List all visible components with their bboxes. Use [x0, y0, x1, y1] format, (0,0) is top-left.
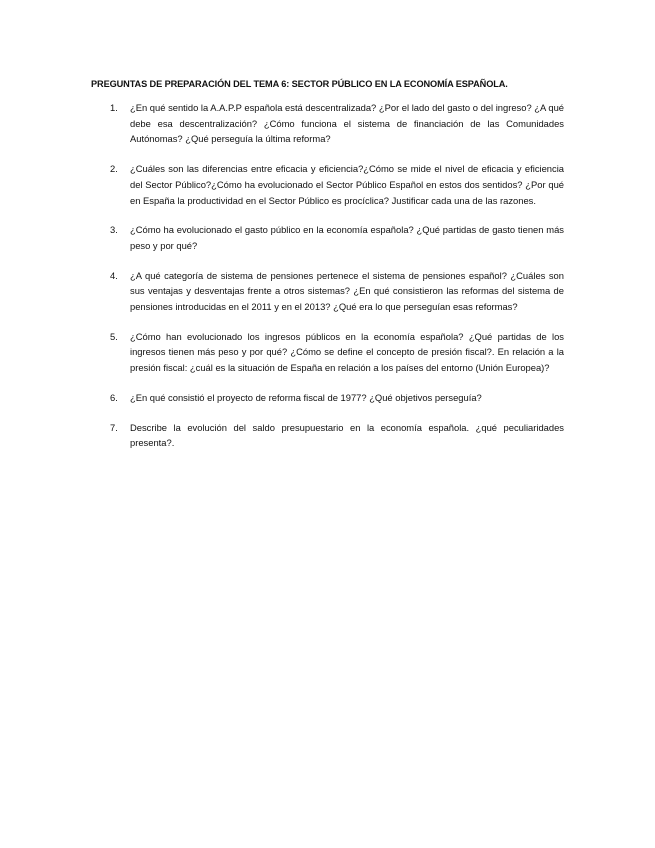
question-list [106, 100, 564, 451]
question-number: 4. [110, 269, 118, 281]
question-number: 2. [110, 163, 118, 175]
document-title: PREGUNTAS DE PREPARACIÓN DEL TEMA 6: SECTOR PÚBLICO EN LA ECONOMÍA ESPAÑOLA. [91, 79, 508, 89]
question-item-5 [106, 329, 564, 376]
question-number: 1. [110, 102, 118, 113]
question-text: Describe la evolución del saldo presupuestario en la economía española. ¿qué peculiaridades presenta?. [130, 421, 564, 449]
question-item-7 [106, 420, 564, 451]
question-text: ¿En qué consistió el proyecto de reforma fiscal de 1977? ¿Qué objetivos perseguía? [130, 391, 482, 403]
question-item-1 [106, 100, 564, 147]
question-text: ¿Cómo han evolucionado los ingresos públicos en la economía española? ¿Qué partidas de los ingresos tienen más peso y por qué? ¿Cómo se define el concepto de presión fiscal?. En relación a la presión fiscal: ¿cuál es la situación de España en relación a los países del entorno (Unión Europea)? [130, 330, 564, 374]
question-number: 6. [110, 391, 118, 403]
question-number: 3. [110, 224, 118, 236]
question-text: ¿A qué categoría de sistema de pensiones pertenece el sistema de pensiones español? ¿Cuáles son sus ventajas y desventajas frente a otros sistemas? ¿En qué consistieron las reformas del sistema de pensiones introducidas en el 2011 y en el 2013? ¿Qué era lo que perseguían esas reformas? [130, 269, 564, 313]
question-item-3 [106, 222, 564, 253]
question-text: ¿Cuáles son las diferencias entre eficacia y eficiencia?¿Cómo se mide el nivel de eficacia y eficiencia del Sector Público?¿Cómo ha evolucionado el Sector Público Español en estos dos sentidos? ¿Por qué en España la productividad en el Sector Público es procíclica? Justificar cada una de las razones. [130, 163, 564, 206]
question-item-4 [106, 268, 564, 315]
question-text: ¿En qué sentido la A.A.P.P española está descentralizada? ¿Por el lado del gasto o del ingreso? ¿A qué debe esa descentralización? ¿Cómo funciona el sistema de financiación de las Comunidades Autónomas? ¿Qué perseguía la última reforma? [130, 102, 564, 145]
question-number: 5. [110, 330, 118, 342]
question-item-6 [106, 390, 564, 406]
question-text: ¿Cómo ha evolucionado el gasto público en la economía española? ¿Qué partidas de gasto tienen más peso y por qué? [130, 224, 564, 251]
question-number: 7. [110, 421, 118, 433]
question-item-2 [106, 161, 564, 208]
